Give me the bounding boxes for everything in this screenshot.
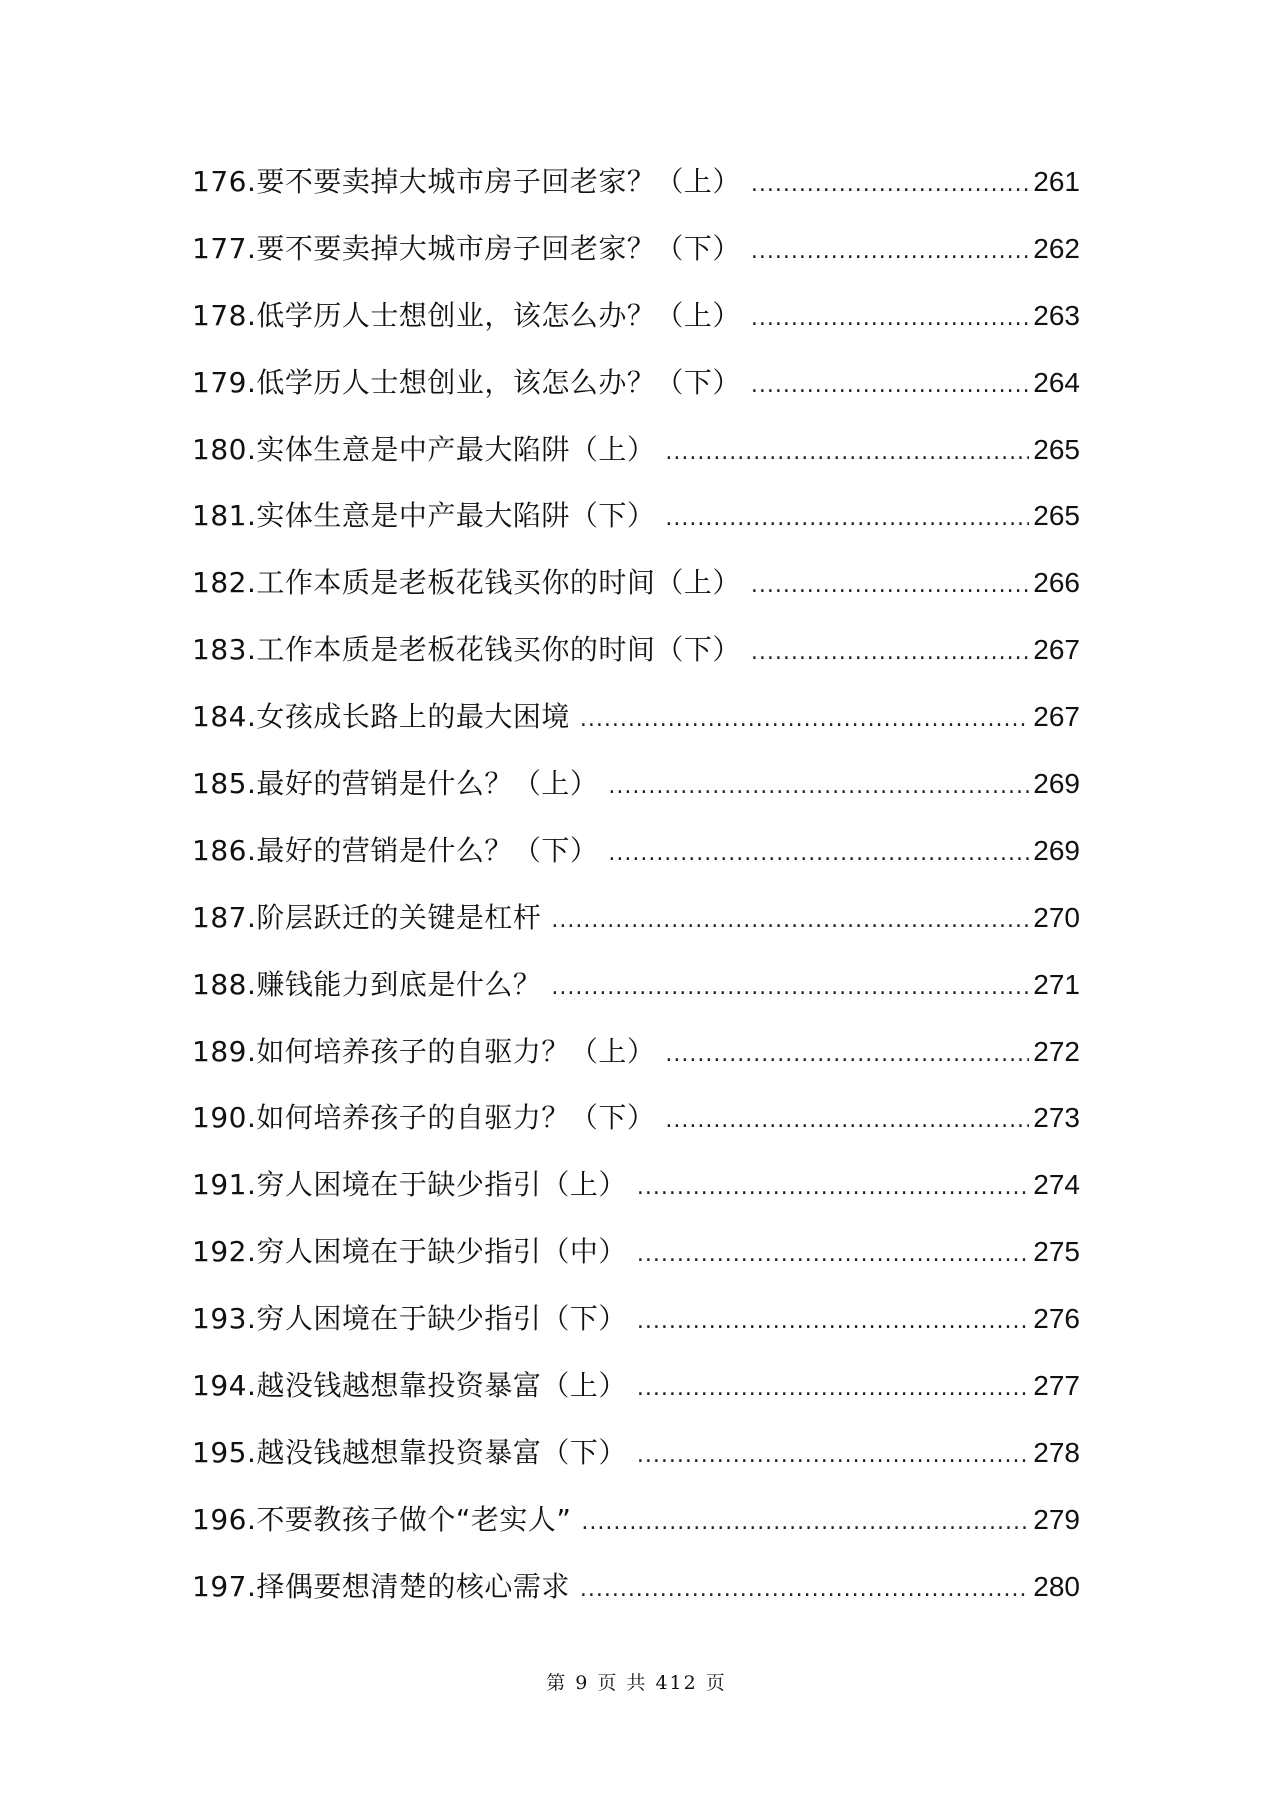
toc-entry-title: 192.穷人困境在于缺少指引（中） (192, 1235, 627, 1269)
toc-entry[interactable] (192, 1030, 1080, 1097)
dot-leader (637, 1434, 1029, 1478)
dot-leader (551, 966, 1029, 1010)
toc-entry-page-number: 264 (1033, 366, 1080, 398)
toc-entry-page-number: 278 (1033, 1436, 1080, 1468)
dot-leader (751, 631, 1029, 675)
dot-leader (551, 899, 1029, 943)
toc-entry[interactable] (192, 160, 1080, 227)
toc-entry[interactable] (192, 1163, 1080, 1230)
toc-entry-title: 190.如何培养孩子的自驱力？（下） (192, 1101, 656, 1135)
toc-entry-page-number: 265 (1033, 433, 1080, 465)
toc-entry-page-number: 274 (1033, 1169, 1080, 1201)
toc-entry-page-number: 271 (1033, 968, 1080, 1000)
toc-entry-page-number: 262 (1033, 232, 1080, 264)
dot-leader (751, 230, 1029, 274)
dot-leader (751, 364, 1029, 408)
toc-entry[interactable] (192, 227, 1080, 294)
toc-entry[interactable] (192, 294, 1080, 361)
toc-entry[interactable] (192, 829, 1080, 896)
dot-leader (637, 1300, 1029, 1344)
toc-entry-title: 185.最好的营销是什么？（上） (192, 767, 599, 801)
toc-entry[interactable] (192, 361, 1080, 428)
toc-entry-page-number: 275 (1033, 1236, 1080, 1268)
toc-entry-page-number: 266 (1033, 567, 1080, 599)
dot-leader (637, 1233, 1029, 1277)
dot-leader (637, 1166, 1029, 1210)
dot-leader (665, 497, 1029, 541)
toc-entry-page-number: 273 (1033, 1102, 1080, 1134)
toc-entry-page-number: 280 (1033, 1570, 1080, 1602)
toc-entry-page-number: 272 (1033, 1035, 1080, 1067)
toc-entry-page-number: 269 (1033, 768, 1080, 800)
toc-entry-title: 182.工作本质是老板花钱买你的时间（上） (192, 566, 741, 600)
toc-entry-page-number: 279 (1033, 1503, 1080, 1535)
toc-entry-title: 176.要不要卖掉大城市房子回老家？（上） (192, 165, 741, 198)
toc-entry[interactable] (192, 1431, 1080, 1498)
toc-entry[interactable] (192, 762, 1080, 829)
toc-entry-title: 186.最好的营销是什么？（下） (192, 833, 599, 867)
toc-entry-page-number: 267 (1033, 634, 1080, 666)
dot-leader (665, 431, 1029, 475)
page-footer: 第 9 页 共 412 页 (546, 1672, 727, 1694)
dot-leader (608, 832, 1029, 876)
toc-entry[interactable] (192, 1230, 1080, 1297)
toc-entry-title: 184.女孩成长路上的最大困境 (192, 700, 570, 734)
toc-entry-title: 197.择偶要想清楚的核心需求 (192, 1569, 570, 1603)
toc-entry[interactable] (192, 896, 1080, 963)
toc-entry-title: 183.工作本质是老板花钱买你的时间（下） (192, 633, 741, 667)
toc-entry[interactable] (192, 561, 1080, 628)
dot-leader (751, 564, 1029, 608)
dot-leader (580, 698, 1029, 742)
dot-leader (751, 163, 1029, 207)
toc-entry-title: 187.阶层跃迁的关键是杠杆 (192, 900, 542, 934)
dot-leader (637, 1367, 1029, 1411)
dot-leader (608, 765, 1029, 809)
toc-entry[interactable] (192, 428, 1080, 495)
toc-entry-page-number: 265 (1033, 500, 1080, 532)
toc-entry-title: 180.实体生意是中产最大陷阱（上） (192, 432, 656, 466)
toc-entry-page-number: 276 (1033, 1303, 1080, 1335)
toc-entry[interactable] (192, 695, 1080, 762)
toc-entry[interactable] (192, 494, 1080, 561)
toc-entry-page-number: 270 (1033, 901, 1080, 933)
dot-leader (665, 1099, 1029, 1143)
toc-entry-title: 195.越没钱越想靠投资暴富（下） (192, 1435, 627, 1469)
toc-entry-title: 196.不要教孩子做个“老实人” (192, 1502, 572, 1536)
toc-entry[interactable] (192, 1364, 1080, 1431)
toc-entry-page-number: 269 (1033, 834, 1080, 866)
toc-entry-page-number: 261 (1033, 166, 1080, 197)
toc-entry[interactable] (192, 1565, 1080, 1632)
toc-entry-title: 177.要不要卖掉大城市房子回老家？（下） (192, 231, 741, 265)
toc-entry-title: 188.赚钱能力到底是什么？ (192, 967, 542, 1001)
dot-leader (751, 297, 1029, 341)
toc-entry-title: 189.如何培养孩子的自驱力？（上） (192, 1034, 656, 1068)
toc-entry-title: 181.实体生意是中产最大陷阱（下） (192, 499, 656, 533)
toc-entry[interactable] (192, 1096, 1080, 1163)
toc-entry[interactable] (192, 1498, 1080, 1565)
toc-entry-title: 191.穷人困境在于缺少指引（上） (192, 1168, 627, 1202)
toc-entry-title: 193.穷人困境在于缺少指引（下） (192, 1302, 627, 1336)
dot-leader (665, 1033, 1029, 1077)
toc-entry[interactable] (192, 963, 1080, 1030)
dot-leader (581, 1501, 1029, 1545)
toc-entry-title: 194.越没钱越想靠投资暴富（上） (192, 1369, 627, 1403)
table-of-contents (192, 160, 1080, 1632)
toc-entry-title: 178.低学历人士想创业，该怎么办？（上） (192, 298, 741, 332)
toc-entry[interactable] (192, 1297, 1080, 1364)
toc-entry-title: 179.低学历人士想创业，该怎么办？（下） (192, 365, 741, 399)
toc-entry-page-number: 263 (1033, 299, 1080, 331)
dot-leader (580, 1568, 1029, 1612)
toc-entry-page-number: 277 (1033, 1370, 1080, 1402)
toc-entry-page-number: 267 (1033, 701, 1080, 733)
toc-entry[interactable] (192, 628, 1080, 695)
